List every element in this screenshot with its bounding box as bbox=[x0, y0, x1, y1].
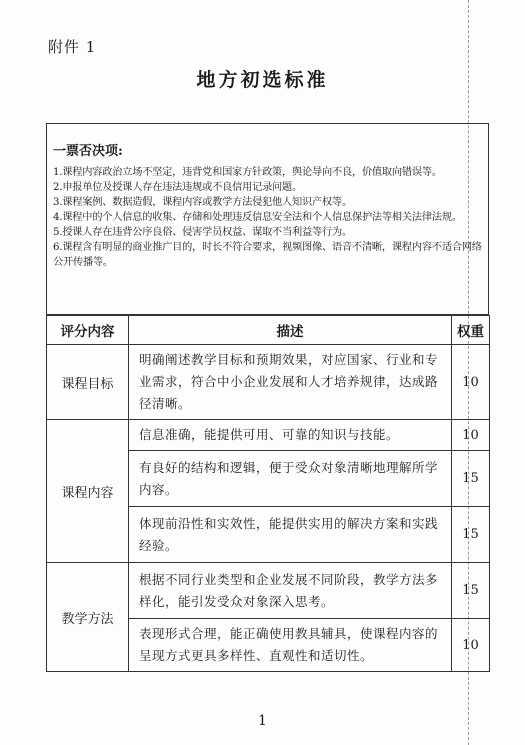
table-row bbox=[47, 345, 490, 420]
weight-cell: 15 bbox=[452, 507, 490, 563]
weight-cell: 15 bbox=[452, 563, 490, 619]
table-row bbox=[47, 420, 490, 451]
veto-item: 6.课程含有明显的商业推广目的，时长不符合要求，视频图像、语音不清晰，课程内容不适合网络公开传播等。 bbox=[53, 242, 482, 268]
description-cell: 明确阐述教学目标和预期效果，对应国家、行业和专业需求，符合中小企业发展和人才培养规律，达成路径清晰。 bbox=[129, 345, 452, 420]
category-cell: 课程内容 bbox=[47, 420, 129, 563]
attachment-label: 附件 1 bbox=[48, 38, 97, 56]
weight-cell: 10 bbox=[452, 420, 490, 451]
table-row bbox=[47, 563, 490, 619]
criteria-table bbox=[46, 315, 490, 672]
page-number: 1 bbox=[258, 713, 267, 729]
description-cell: 根据不同行业类型和企业发展不同阶段，教学方法多样化，能引发受众对象深入思考。 bbox=[129, 563, 452, 619]
description-cell: 体现前沿性和实效性，能提供实用的解决方案和实践经验。 bbox=[129, 507, 452, 563]
veto-item: 4.课程中的个人信息的收集、存储和处理违反信息安全法和个人信息保护法等相关法律法规。 bbox=[53, 212, 462, 223]
weight-cell: 10 bbox=[452, 619, 490, 672]
veto-section bbox=[46, 123, 489, 315]
description-cell: 信息准确，能提供可用、可靠的知识与技能。 bbox=[129, 420, 452, 451]
header-weight: 权重 bbox=[452, 316, 490, 345]
veto-item: 1.课程内容政治立场不坚定，违背党和国家方针政策，舆论导向不良，价值取向错误等。 bbox=[53, 167, 442, 178]
header-category: 评分内容 bbox=[47, 316, 129, 345]
page-title: 地方初选标准 bbox=[196, 69, 329, 91]
veto-heading: 一票否决项: bbox=[53, 144, 123, 159]
description-cell: 有良好的结构和逻辑，便于受众对象清晰地理解所学内容。 bbox=[129, 451, 452, 507]
category-cell: 课程目标 bbox=[47, 345, 129, 420]
veto-item: 5.授课人存在违背公序良俗、侵害学员权益、谋取不当利益等行为。 bbox=[53, 227, 352, 238]
header-description: 描述 bbox=[129, 316, 452, 345]
weight-cell: 10 bbox=[452, 345, 490, 420]
veto-item: 2.申报单位及授课人存在违法违规或不良信用记录问题。 bbox=[53, 182, 303, 193]
weight-cell: 15 bbox=[452, 451, 490, 507]
description-cell: 表现形式合理，能正确使用教具辅具，使课程内容的呈现方式更具多样性、直观性和适切性。 bbox=[129, 619, 452, 672]
table-header-row bbox=[47, 316, 490, 345]
category-cell: 教学方法 bbox=[47, 563, 129, 672]
veto-item: 3.课程案例、数据造假，课程内容或教学方法侵犯他人知识产权等。 bbox=[53, 197, 352, 208]
